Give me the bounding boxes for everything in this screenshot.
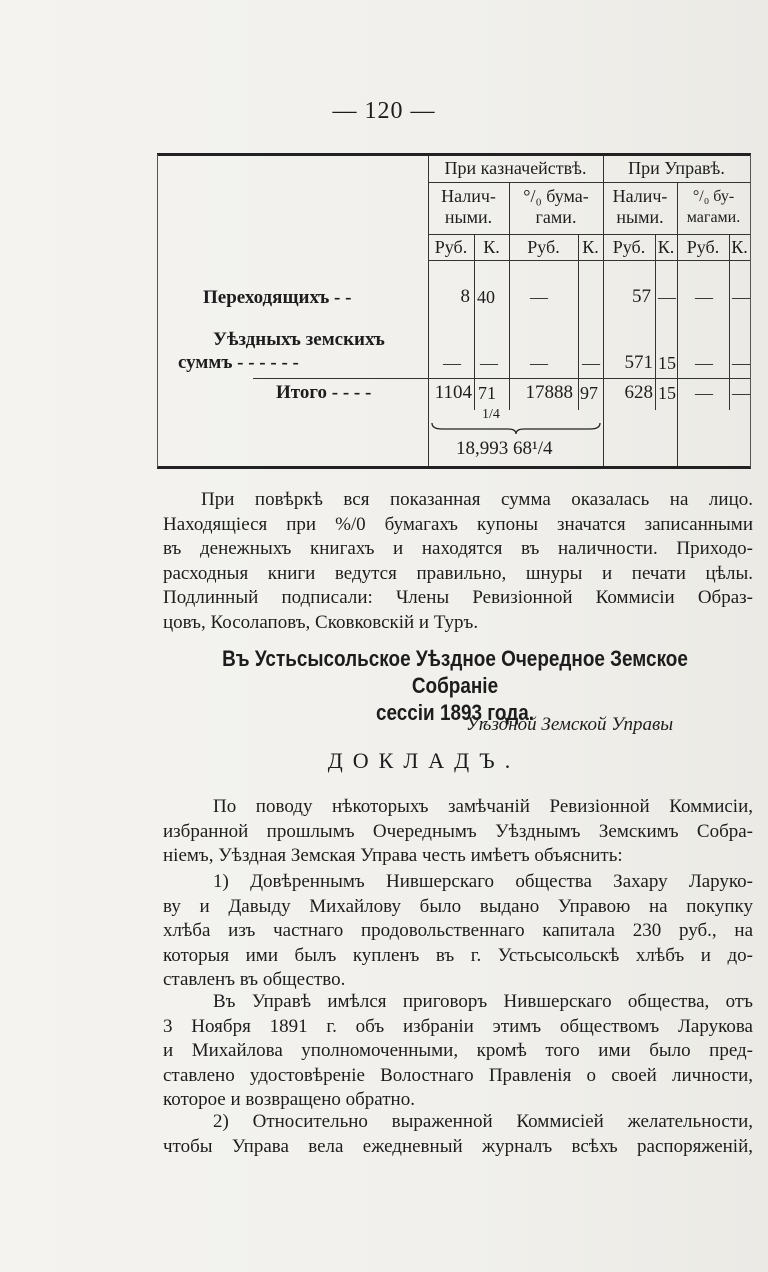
text-line: которыя ими былъ купленъ въ г. Устьсысольскѣ хлѣбъ и до- (163, 944, 753, 966)
text-line: 1) Довѣреннымъ Нившерскаго общества Захару Ларуко- (213, 871, 753, 892)
text-line: 2) Относительно выраженной Коммисiей желательности, (213, 1111, 753, 1132)
table-cell: 15 (658, 383, 676, 403)
table-cell: — (530, 287, 548, 307)
unit-kop: К. (731, 237, 748, 257)
paragraph-point-1 (163, 870, 753, 993)
table-cell: — (695, 353, 713, 373)
report-heading: ДОКЛАДЪ. (327, 748, 521, 773)
table-cell: 628 (624, 382, 653, 403)
text-line: ставленъ въ общество. (163, 969, 346, 990)
text-line: При повѣркѣ вся показанная сумма оказалась на лицо. (201, 489, 753, 510)
table-cell: — (695, 383, 713, 403)
text-line: Въ Управѣ имѣлся приговоръ Нившерскаго общества, отъ (213, 991, 753, 1012)
text-line: расходныя книги ведутся правильно, шнуры и печати цѣлы. (163, 562, 753, 584)
title-line-2: сессiи 1893 года. (375, 700, 535, 725)
table-cell: — (695, 287, 713, 307)
subheader-cash-board: Налич- ными. (612, 186, 668, 227)
text-line: ву и Давыду Михайлову было выдано Управою на покупку (163, 895, 753, 917)
text-line: и Михайлова уполномоченными, кромѣ того ими было пред- (163, 1040, 753, 1061)
subheader-cash-treasury: Налич- ными. (441, 186, 496, 227)
subtitle: Уѣздной Земской Управы (466, 714, 674, 735)
table-cell: — (480, 353, 498, 373)
unit-kop: К. (483, 237, 500, 257)
table-cell: 1104 (434, 382, 472, 403)
row-label-transferring: Переходящихъ - - (203, 287, 352, 308)
table-cell: — (732, 353, 750, 373)
text-line: 3 Ноября 1891 г. объ избранiи этимъ обществомъ Ларукова (163, 1015, 753, 1037)
paragraph-intro (163, 795, 753, 869)
table-cell: — (582, 353, 600, 373)
text-line: хлѣба изъ частнаго продовольственнаго капитала 230 руб., на (163, 920, 753, 941)
unit-rub: Руб. (434, 237, 468, 257)
table-cell: 571 (624, 352, 653, 373)
header-board: При Управѣ. (628, 158, 725, 178)
text-line: Подлинный подписали: Члены Ревизiонной Коммисiи Образ- (163, 587, 753, 608)
table-cell: 71 (478, 383, 496, 403)
unit-rub: Руб. (527, 237, 560, 257)
subheader-papers-board: °/₀ бу- магами. (686, 188, 741, 226)
brace-icon (430, 421, 602, 435)
table-cell: 40 (477, 287, 495, 307)
unit-kop: К. (582, 237, 599, 257)
table-cell: — (443, 353, 461, 373)
table-cell: 15 (658, 353, 676, 373)
financial-table (157, 153, 751, 469)
text-line: нiемъ, Уѣздная Земская Управа честь имѣетъ объяснить: (163, 845, 623, 866)
text-line: ставлено удостовѣренiе Волостнаго Правленiя о своей личности, (163, 1064, 753, 1086)
row-label-sums: суммъ - - - - - - (178, 352, 299, 373)
page-number: — 120 — (332, 98, 436, 124)
header-treasury: При казначействѣ. (444, 158, 587, 178)
text-line: цовъ, Косолаповъ, Сковковскiй и Туръ. (163, 611, 479, 633)
table-cell: 97 (580, 383, 598, 403)
table-cell: — (530, 353, 548, 373)
grand-total: 18,993 68¹/4 (456, 438, 553, 459)
row-label-total: Итого - - - - (276, 382, 372, 403)
paragraph-point-1-cont (163, 990, 753, 1113)
paragraph-audit (163, 488, 753, 635)
unit-kop: К. (657, 237, 675, 257)
text-line: которое и возвращено обратно. (163, 1089, 415, 1110)
text-line: чтобы Управа вела ежедневный журналъ всѣхъ распоряженiй, (163, 1135, 753, 1157)
table-cell: 57 (632, 286, 651, 307)
table-cell: 8 (460, 286, 470, 307)
paragraph-point-2 (163, 1110, 753, 1159)
text-line: избранной прошлымъ Очереднымъ Уѣзднымъ Земскимъ Собра- (163, 820, 753, 842)
table-cell: — (732, 383, 750, 403)
unit-rub: Руб. (686, 237, 720, 257)
title-line-1: Въ Устьсысольское Уѣздное Очередное Земское Собранiе (222, 646, 688, 698)
text-line: По поводу нѣкоторыхъ замѣчанiй Ревизiонной Коммисiи, (213, 796, 753, 817)
table-cell: — (658, 287, 676, 307)
table-cell: 17888 (525, 382, 573, 403)
text-line: Находящiеся при %/0 бумагахъ купоны значатся записанными (163, 513, 753, 535)
unit-rub: Руб. (612, 237, 646, 257)
table-cell: — (732, 287, 750, 307)
subheader-papers-treasury: °/₀ бума- гами. (523, 186, 589, 227)
text-line: въ денежныхъ книгахъ и находятся въ наличности. Приходо- (163, 538, 753, 559)
row-label-county: Уѣздныхъ земскихъ (213, 329, 385, 350)
table-fraction: 1/4 (482, 407, 500, 422)
